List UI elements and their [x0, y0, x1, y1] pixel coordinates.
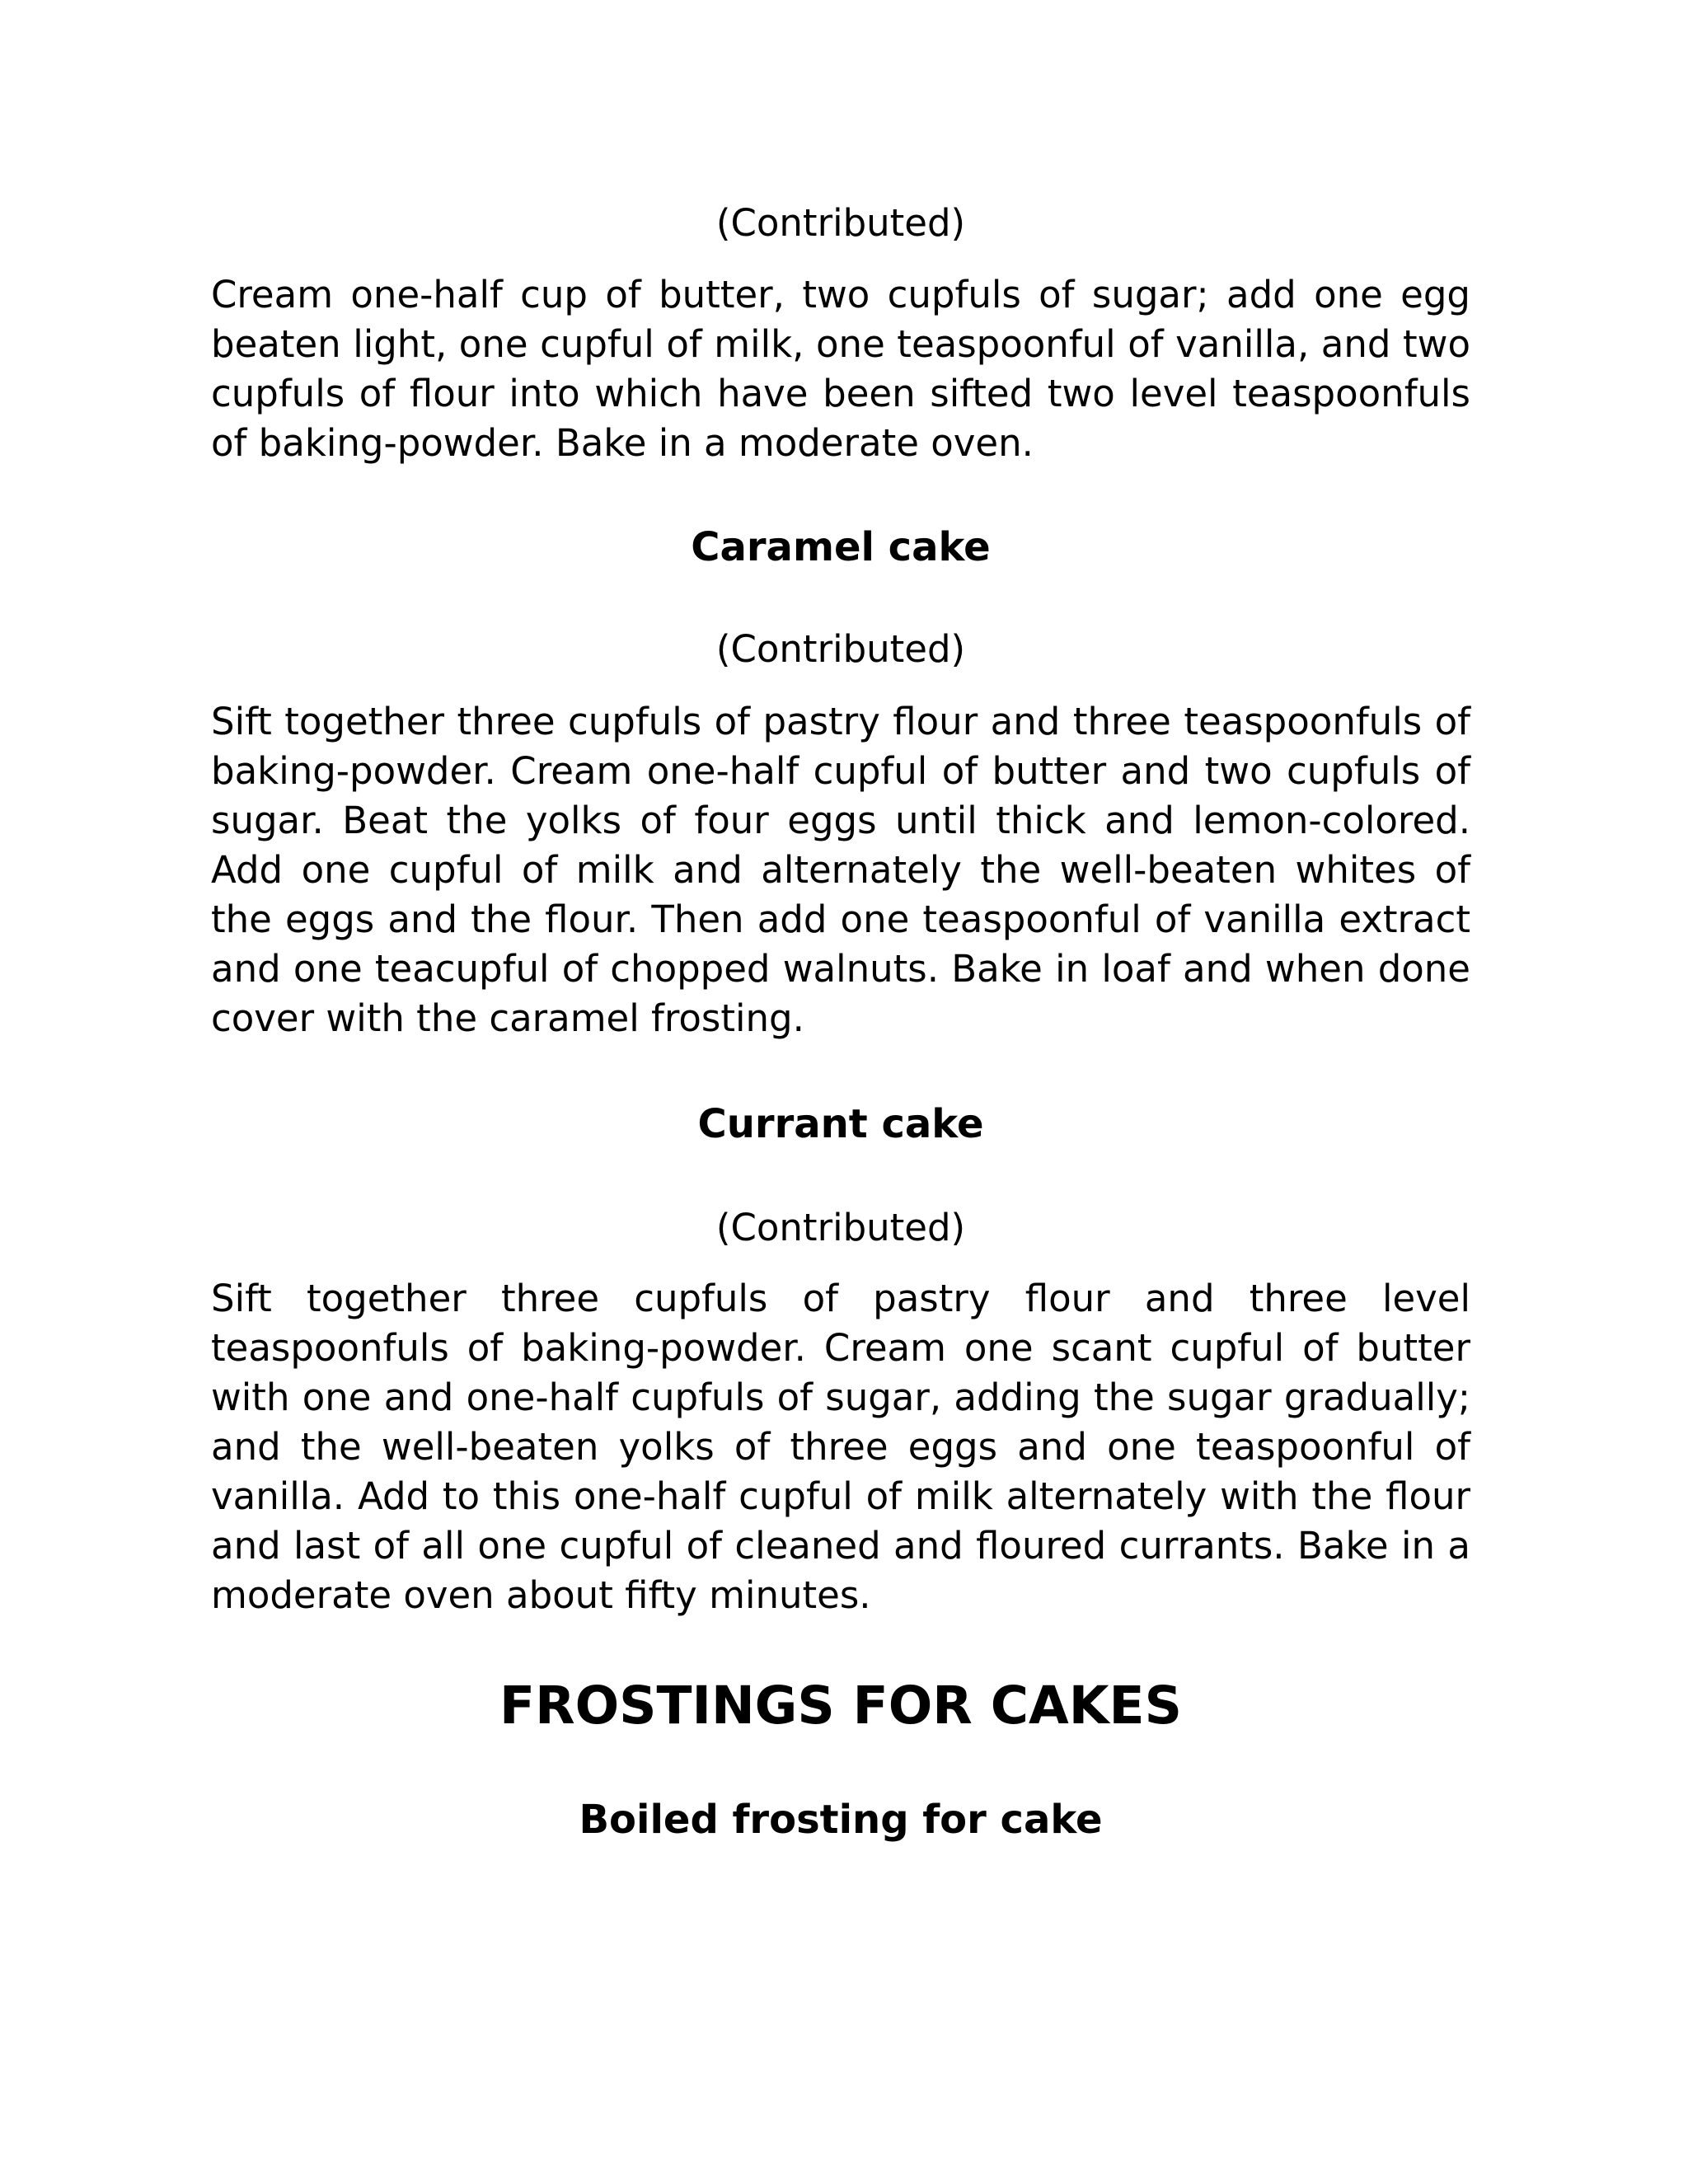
recipe-title-caramel-cake: Caramel cake — [691, 524, 991, 570]
section-title-frostings: FROSTINGS FOR CAKES — [499, 1675, 1182, 1736]
contributed-note-3: (Contributed) — [715, 1206, 966, 1249]
contributed-note-1: (Contributed) — [715, 201, 966, 245]
recipe-title-boiled-frosting: Boiled frosting for cake — [579, 1797, 1103, 1843]
recipe-paragraph-currant-cake: Sift together three cupfuls of pastry flour and three level teaspoonfuls of baking-powder. Cream one scant cupful of butter with one and one-half cupfuls of sugar, adding the sugar gradually; and the well-beaten yolks of three eggs and one teaspoonful of vanilla. Add to this one-half cupful of milk alternately with the flour and last of all one cupful of cleaned and floured currants. Bake in a moderate oven about fifty minutes. — [211, 1277, 1470, 1617]
recipe-paragraph-caramel-cake: Sift together three cupfuls of pastry flour and three teaspoonfuls of baking-powder. Cream one-half cupful of butter and two cupfuls of sugar. Beat the yolks of four eggs until thick and lemon-colored. Add one cupful of milk and alternately the well-beaten whites of the eggs and the flour. Then add one teaspoonful of vanilla extract and one teacupful of chopped walnuts. Bake in loaf and when done cover with the caramel frosting. — [211, 700, 1470, 1040]
recipe-paragraph-1: Cream one-half cup of butter, two cupfuls of sugar; add one egg beaten light, one cupful of milk, one teaspoonful of vanilla, and two cupfuls of flour into which have been sifted two level teaspoonfuls of baking-powder. Bake in a moderate oven. — [211, 273, 1470, 465]
contributed-note-2: (Contributed) — [715, 627, 966, 671]
recipe-title-currant-cake: Currant cake — [697, 1101, 984, 1147]
